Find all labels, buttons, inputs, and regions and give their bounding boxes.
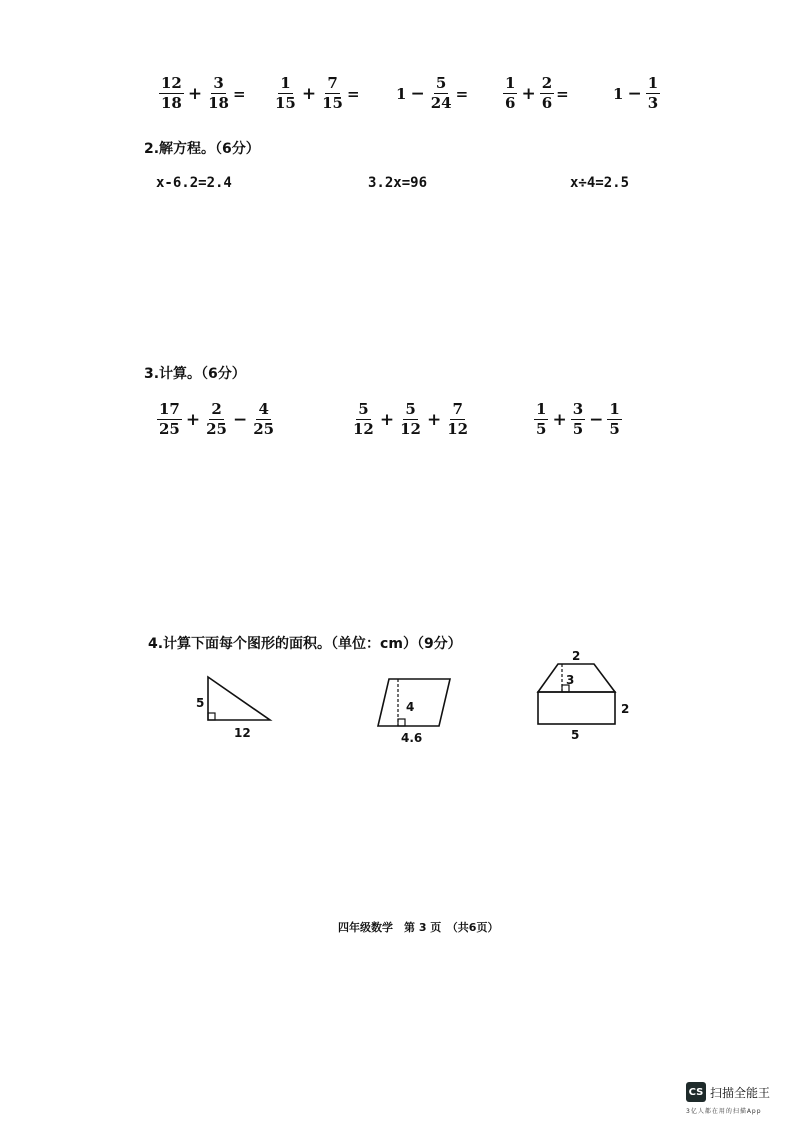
fraction: $\frac{7}{12}$ xyxy=(447,400,469,438)
problem-3-1: $\frac{17}{25}$ + $\frac{2}{25}$ − $\frac{4}{25}$ xyxy=(159,400,275,438)
fraction: $\frac{1}{15}$ xyxy=(275,74,296,112)
watermark-tagline: 3亿人都在用的扫描App xyxy=(686,1108,762,1115)
section-2-heading: 2.解方程。（6分） xyxy=(144,141,260,157)
rectangle-shape xyxy=(538,692,615,724)
parallelogram-figure xyxy=(370,670,470,750)
trapezoid-height-label: 3 xyxy=(566,673,575,687)
fraction: $\frac{3}{18}$ xyxy=(208,74,229,112)
fraction: $\frac{5}{12}$ xyxy=(400,400,421,438)
fraction: $\frac{12}{18}$ xyxy=(161,74,182,112)
watermark-app-name: 扫描全能王 xyxy=(710,1085,771,1100)
scanner-watermark xyxy=(686,1082,770,1115)
equation-1: x-6.2=2.4 xyxy=(156,175,232,191)
rectangle-base-label: 5 xyxy=(571,728,580,742)
right-angle-mark xyxy=(398,719,405,726)
fraction: $\frac{1}{6}$ xyxy=(505,74,516,112)
equation-2: 3.2x=96 xyxy=(368,175,428,191)
triangle-base-label: 12 xyxy=(234,726,251,740)
fraction: $\frac{5}{12}$ xyxy=(353,400,374,438)
fraction: $\frac{1}{3}$ xyxy=(647,74,659,112)
section-4-heading: 4.计算下面每个图形的面积。（单位：cm）（9分） xyxy=(148,636,462,652)
fraction: $\frac{2}{6}$ xyxy=(541,74,553,112)
fraction: $\frac{5}{24}$ xyxy=(430,74,452,112)
problem-1-3: 1 − $\frac{5}{24}$ = xyxy=(396,74,469,112)
right-angle-mark xyxy=(208,713,215,720)
section-3-heading: 3.计算。（6分） xyxy=(144,366,246,382)
equation-3: x÷4=2.5 xyxy=(570,175,630,191)
triangle-height-label: 5 xyxy=(196,696,205,710)
fraction: $\frac{17}{25}$ xyxy=(159,400,180,438)
problem-1-4: $\frac{1}{6}$ + $\frac{2}{6}$ = xyxy=(505,74,569,112)
problem-1-2: $\frac{1}{15}$ + $\frac{7}{15}$ = xyxy=(275,74,360,112)
fraction: $\frac{2}{25}$ xyxy=(206,400,227,438)
triangle-figure xyxy=(190,665,280,745)
trapezoid-top-label: 2 xyxy=(572,649,581,663)
parallelogram-height-label: 4 xyxy=(406,700,415,714)
parallelogram-base-label: 4.6 xyxy=(401,731,423,745)
problem-1-1: $\frac{12}{18}$ + $\frac{3}{18}$ = xyxy=(161,74,246,112)
page-footer: 四年级数学 第 3 页 （共6页） xyxy=(338,921,499,934)
fraction: $\frac{1}{5}$ xyxy=(536,400,547,438)
rectangle-height-label: 2 xyxy=(621,702,630,716)
problem-3-2: $\frac{5}{12}$ + $\frac{5}{12}$ + $\frac{7}{12}$ xyxy=(353,400,469,438)
fraction: $\frac{4}{25}$ xyxy=(253,400,275,438)
cs-logo-icon: CS xyxy=(686,1082,706,1102)
composite-figure xyxy=(530,645,640,745)
trapezoid-shape xyxy=(538,664,615,692)
problem-3-3: $\frac{1}{5}$ + $\frac{3}{5}$ − $\frac{1}{5}$ xyxy=(536,400,620,438)
fraction: $\frac{7}{15}$ xyxy=(322,74,343,112)
fraction: $\frac{3}{5}$ xyxy=(572,400,584,438)
watermark-logo xyxy=(686,1082,770,1102)
fraction: $\frac{1}{5}$ xyxy=(609,400,620,438)
triangle-shape xyxy=(208,677,270,720)
problem-1-5: 1 − $\frac{1}{3}$ xyxy=(613,74,659,112)
